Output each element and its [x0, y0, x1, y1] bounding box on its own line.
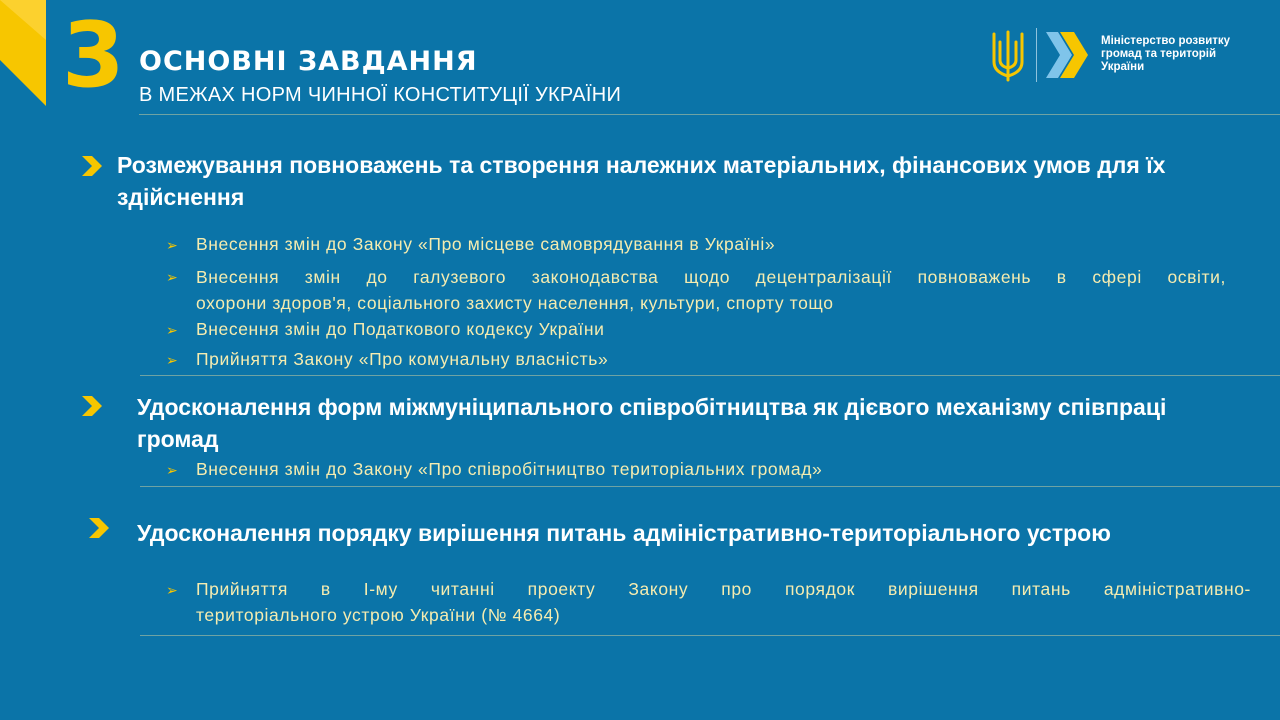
section-2-item-1: Внесення змін до Закону «Про співробітництво територіальних громад»: [196, 459, 823, 479]
arrow-icon: ➢: [166, 582, 178, 598]
section-number: 3: [62, 3, 125, 108]
ministry-name: Міністерство розвитку громад та територій України: [1101, 35, 1231, 73]
section-divider: [140, 486, 1280, 487]
arrow-icon: ➢: [166, 322, 178, 338]
section-2-title: Удосконалення форм міжмуніципального співробітництва як дієвого механізму співпраці громад: [137, 394, 1167, 452]
section-1-item-2-continued: охорони здоров'я, соціального захисту населення, культури, спорту тощо: [196, 293, 834, 313]
section-1-title: Розмежування повноважень та створення належних матеріальних, фінансових умов для їх здійснення: [117, 152, 1166, 210]
section-3-item-1-continued: територіального устрою України (№ 4664): [196, 605, 561, 625]
header-divider: [139, 114, 1280, 115]
corner-decoration: [0, 0, 50, 110]
page-subtitle: В МЕЖАХ НОРМ ЧИННОЇ КОНСТИТУЦІЇ УКРАЇНИ: [139, 84, 622, 106]
section-1-item-2: Внесення змін до галузевого законодавства щодо децентралізації повноважень в сфері освіти,: [196, 267, 1226, 287]
section-3-title: Удосконалення порядку вирішення питань адміністративно-територіального устрою: [137, 520, 1111, 546]
arrow-icon: ➢: [166, 352, 178, 368]
page-title: ОСНОВНІ ЗАВДАННЯ: [139, 46, 478, 77]
ministry-logo-icon: [1046, 30, 1090, 80]
section-1-item-1: Внесення змін до Закону «Про місцеве самоврядування в Україні»: [196, 234, 776, 254]
arrow-icon: ➢: [166, 462, 178, 478]
section-1-item-3: Внесення змін до Податкового кодексу України: [196, 319, 605, 339]
section-divider: [140, 375, 1280, 376]
section-divider: [140, 635, 1280, 636]
trident-icon: [990, 28, 1026, 82]
arrow-icon: ➢: [166, 237, 178, 253]
logo-separator: [1036, 28, 1037, 82]
chevron-right-icon: [80, 394, 104, 418]
chevron-right-icon: [87, 516, 111, 540]
section-3-item-1: Прийняття в І-му читанні проекту Закону про порядок вирішення питань адміністративно-: [196, 579, 1251, 599]
chevron-right-icon: [80, 154, 104, 178]
arrow-icon: ➢: [166, 269, 178, 285]
section-1-item-4: Прийняття Закону «Про комунальну власність»: [196, 349, 609, 369]
